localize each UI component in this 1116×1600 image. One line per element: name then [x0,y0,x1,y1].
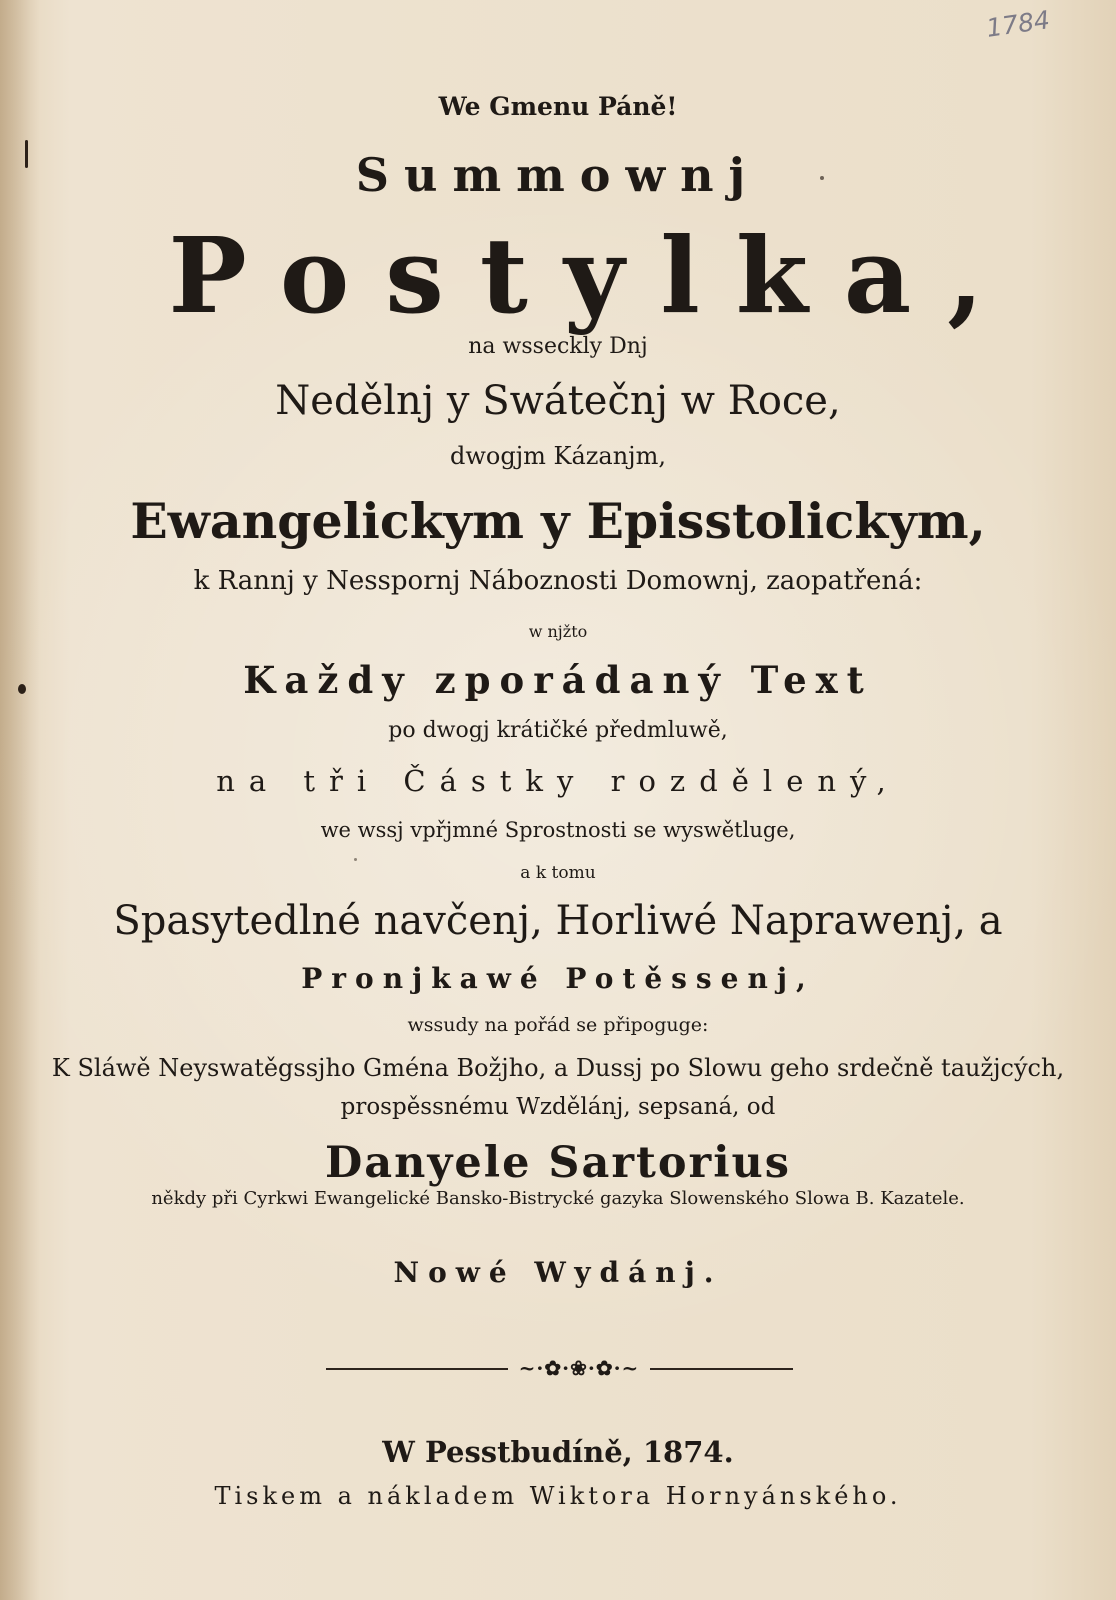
subtitle-line-7: Každy zporádaný Text [243,658,873,702]
subtitle-line-5: k Rannj y Nesspornj Náboznosti Domownj, zaopatřená: [193,566,923,596]
title-postylka: Postylka, [168,214,1020,337]
divider-rule-left [326,1368,508,1370]
edition-statement: Nowé Wydánj. [393,1256,723,1289]
subtitle-line-14: wssudy na pořád se připoguge: [407,1014,709,1036]
ink-speck [354,858,357,861]
ornament-flourish-icon: ~·✿·❀·✿·~ [518,1356,640,1380]
subtitle-line-6: w njžto [528,622,588,641]
imprint-place-date: W Pesstbudíně, 1874. [382,1435,734,1469]
subtitle-line-1: na wsseckly Dnj [468,334,648,359]
dedication-line-2: prospěssnému Wzdělánj, sepsaná, od [340,1094,776,1120]
subtitle-line-4: Ewangelickym y Episstolickym, [130,492,986,550]
subtitle-line-8: po dwogj krátičké předmluwě, [388,718,728,743]
subtitle-line-9: na tři Částky rozdělený, [216,764,900,798]
title-summownj: Summownj [355,148,761,202]
invocation: We Gmenu Páně! [438,92,678,121]
subtitle-line-11: a k tomu [520,863,596,883]
subtitle-line-13: Pronjkawé Potěssenj, [301,962,815,995]
dedication-line-1: K Sláwě Neyswatěgssjho Gména Božjho, a Dussj po Slowu geho srdečně taužjcých, [51,1054,1065,1082]
subtitle-line-2: Nedělnj y Swátečnj w Roce, [275,378,841,424]
subtitle-line-10: we wssj vpřjmné Sprostnosti se wyswětluge, [320,818,796,842]
divider-rule-right [650,1368,793,1370]
ornament-divider [0,1356,1116,1382]
author-name: Danyele Sartorius [325,1138,791,1188]
subtitle-line-12: Spasytedlné navčenj, Horliwé Naprawenj, a [113,898,1003,944]
author-description: někdy při Cyrkwi Ewangelické Bansko-Bistrycké gazyka Slowenského Slowa B. Kazatele. [151,1188,965,1209]
imprint-printer: Tiskem a nákladem Wiktora Hornyánského. [214,1482,902,1510]
subtitle-line-3: dwogjm Kázanjm, [449,442,667,470]
pencil-annotation: 1784 [984,5,1052,43]
